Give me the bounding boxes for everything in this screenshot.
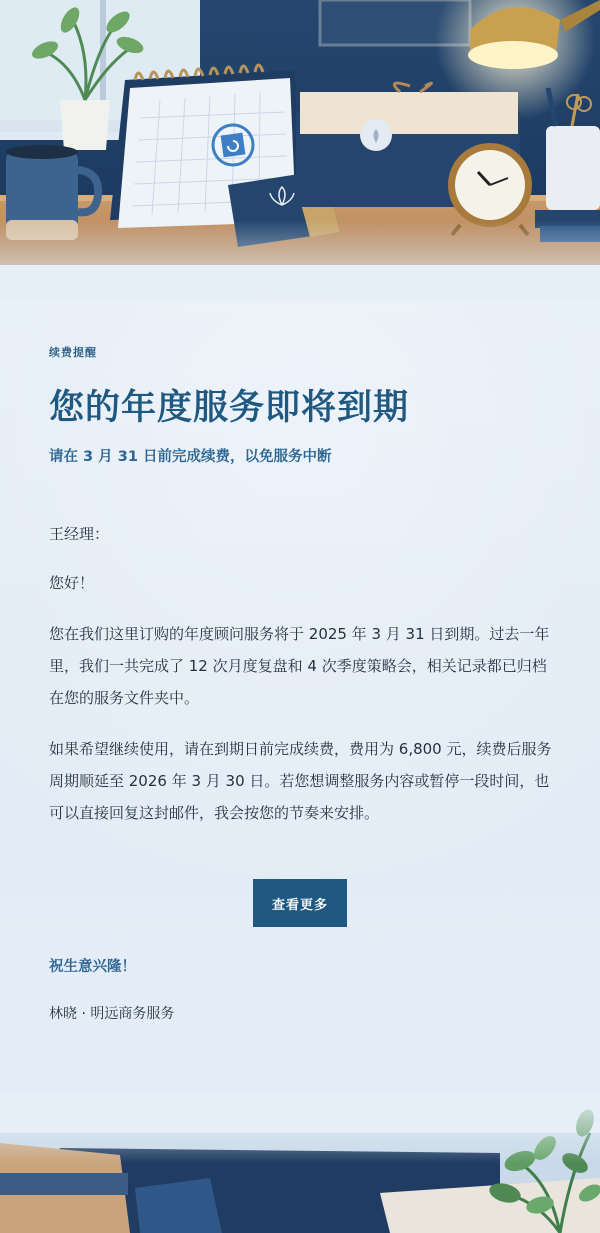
letter-paragraph-1: 您在我们这里订购的年度顾问服务将于 2025 年 3 月 31 日到期。过去一年里，我们一共完成了 12 次月度复盘和 4 次季度策略会，相关记录都已归档在您的服务文件夹中。 bbox=[49, 625, 550, 707]
signature: 林晓 · 明远商务服务 bbox=[49, 1006, 175, 1022]
page-title: 您的年度服务即将到期 bbox=[49, 388, 410, 428]
page-subtitle: 请在 3 月 31 日前完成续费，以免服务中断 bbox=[49, 449, 332, 465]
hero-illustration bbox=[0, 0, 600, 300]
eyebrow-label: 续费提醒 bbox=[49, 346, 97, 359]
desk-plant-icon bbox=[0, 1093, 600, 1233]
view-more-button[interactable]: 查看更多 bbox=[253, 879, 347, 927]
desk-calendar-icon bbox=[0, 0, 600, 300]
letter-hello: 您好！ bbox=[49, 574, 95, 592]
footer-illustration bbox=[0, 1093, 600, 1233]
letter-greeting: 王经理： bbox=[49, 525, 110, 543]
closing-wish: 祝生意兴隆！ bbox=[49, 959, 136, 975]
letter-paragraph-2: 如果希望继续使用，请在到期日前完成续费，费用为 6,800 元，续费后服务周期顺延至 2026 年 3 月 30 日。若您想调整服务内容或暂停一段时间，也可以直接回复这封邮件，我会按您的节奏来安排。 bbox=[49, 740, 552, 822]
